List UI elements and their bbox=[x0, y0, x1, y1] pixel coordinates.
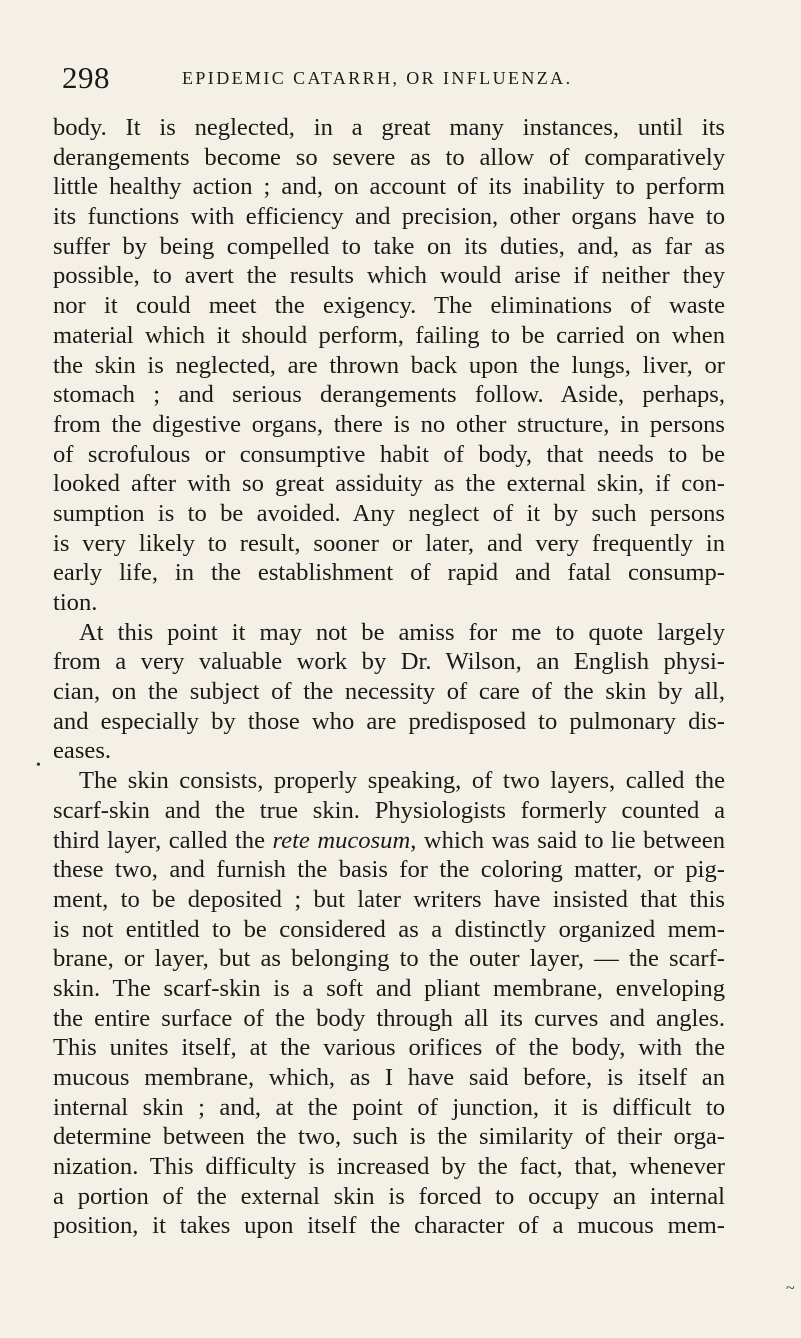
text-line: is very likely to result, sooner or later, and very frequently in bbox=[53, 529, 725, 557]
text-line: these two, and furnish the basis for the coloring matter, or pig- bbox=[53, 856, 725, 884]
margin-bullet-mark: • bbox=[36, 758, 41, 773]
text-line: from the digestive organs, there is no other structure, in persons bbox=[53, 410, 725, 438]
text-line: determine between the two, such is the similarity of their orga- bbox=[53, 1123, 725, 1151]
text-line: the entire surface of the body through all its curves and angles. bbox=[53, 1004, 725, 1032]
text-line: ment, to be deposited ; but later writers have insisted that this bbox=[53, 885, 725, 913]
text-line: early life, in the establishment of rapid and fatal consump- bbox=[53, 559, 725, 587]
page-header bbox=[62, 60, 722, 94]
text-line: nor it could meet the exigency. The eliminations of waste bbox=[53, 292, 725, 320]
text-line: possible, to avert the results which would arise if neither they bbox=[53, 262, 725, 290]
text-line: is not entitled to be considered as a distinctly organized mem- bbox=[53, 915, 725, 943]
running-head: EPIDEMIC CATARRH, OR INFLUENZA. bbox=[182, 68, 573, 88]
text-line: scarf-skin and the true skin. Physiologists formerly counted a bbox=[53, 796, 725, 824]
text-line: This unites itself, at the various orifices of the body, with the bbox=[53, 1034, 725, 1062]
text-line: and especially by those who are predisposed to pulmonary dis- bbox=[53, 707, 725, 735]
text-line: third layer, called the rete mucosum, which was said to lie between bbox=[53, 826, 725, 854]
page-number: 298 bbox=[62, 60, 110, 95]
text-line: from a very valuable work by Dr. Wilson, an English physi- bbox=[53, 648, 725, 676]
text-line: the skin is neglected, are thrown back upon the lungs, liver, or bbox=[53, 351, 725, 379]
margin-tilde-mark: ~ bbox=[786, 1280, 795, 1297]
text-line: nization. This difficulty is increased by the fact, that, whenever bbox=[53, 1153, 725, 1181]
text-line: body. It is neglected, in a great many instances, until its bbox=[53, 114, 725, 141]
text-line: its functions with efficiency and precision, other organs have to bbox=[53, 203, 725, 231]
text-line: material which it should perform, failing to be carried on when bbox=[53, 321, 725, 349]
text-line: skin. The scarf-skin is a soft and pliant membrane, enveloping bbox=[53, 974, 725, 1002]
italic-term: rete mucosum bbox=[272, 826, 411, 854]
text-line: brane, or layer, but as belonging to the outer layer, — the scarf- bbox=[53, 945, 725, 973]
text-line: internal skin ; and, at the point of junction, it is difficult to bbox=[53, 1093, 725, 1121]
text-line: mucous membrane, which, as I have said before, is itself an bbox=[53, 1064, 725, 1091]
text-line: of scrofulous or consumptive habit of body, that needs to be bbox=[53, 440, 725, 468]
body-text bbox=[53, 113, 725, 1241]
text-line: At this point it may not be amiss for me to quote largely bbox=[79, 618, 725, 646]
text-line: sumption is to be avoided. Any neglect of it by such persons bbox=[53, 499, 725, 527]
text-line: tion. bbox=[53, 589, 98, 616]
text-line: looked after with so great assiduity as the external skin, if con- bbox=[53, 470, 725, 498]
text-line: The skin consists, properly speaking, of two layers, called the bbox=[79, 767, 725, 795]
text-line: cian, on the subject of the necessity of care of the skin by all, bbox=[53, 678, 725, 706]
text-line: suffer by being compelled to take on its duties, and, as far as bbox=[53, 232, 725, 260]
text-line: eases. bbox=[53, 737, 112, 765]
text-line: little healthy action ; and, on account of its inability to perform bbox=[53, 173, 725, 201]
text-line: stomach ; and serious derangements follow. Aside, perhaps, bbox=[53, 381, 725, 409]
text-line: derangements become so severe as to allow of comparatively bbox=[53, 143, 725, 171]
text-line: a portion of the external skin is forced to occupy an internal bbox=[53, 1182, 725, 1210]
text-line: position, it takes upon itself the character of a mucous mem- bbox=[53, 1212, 725, 1240]
